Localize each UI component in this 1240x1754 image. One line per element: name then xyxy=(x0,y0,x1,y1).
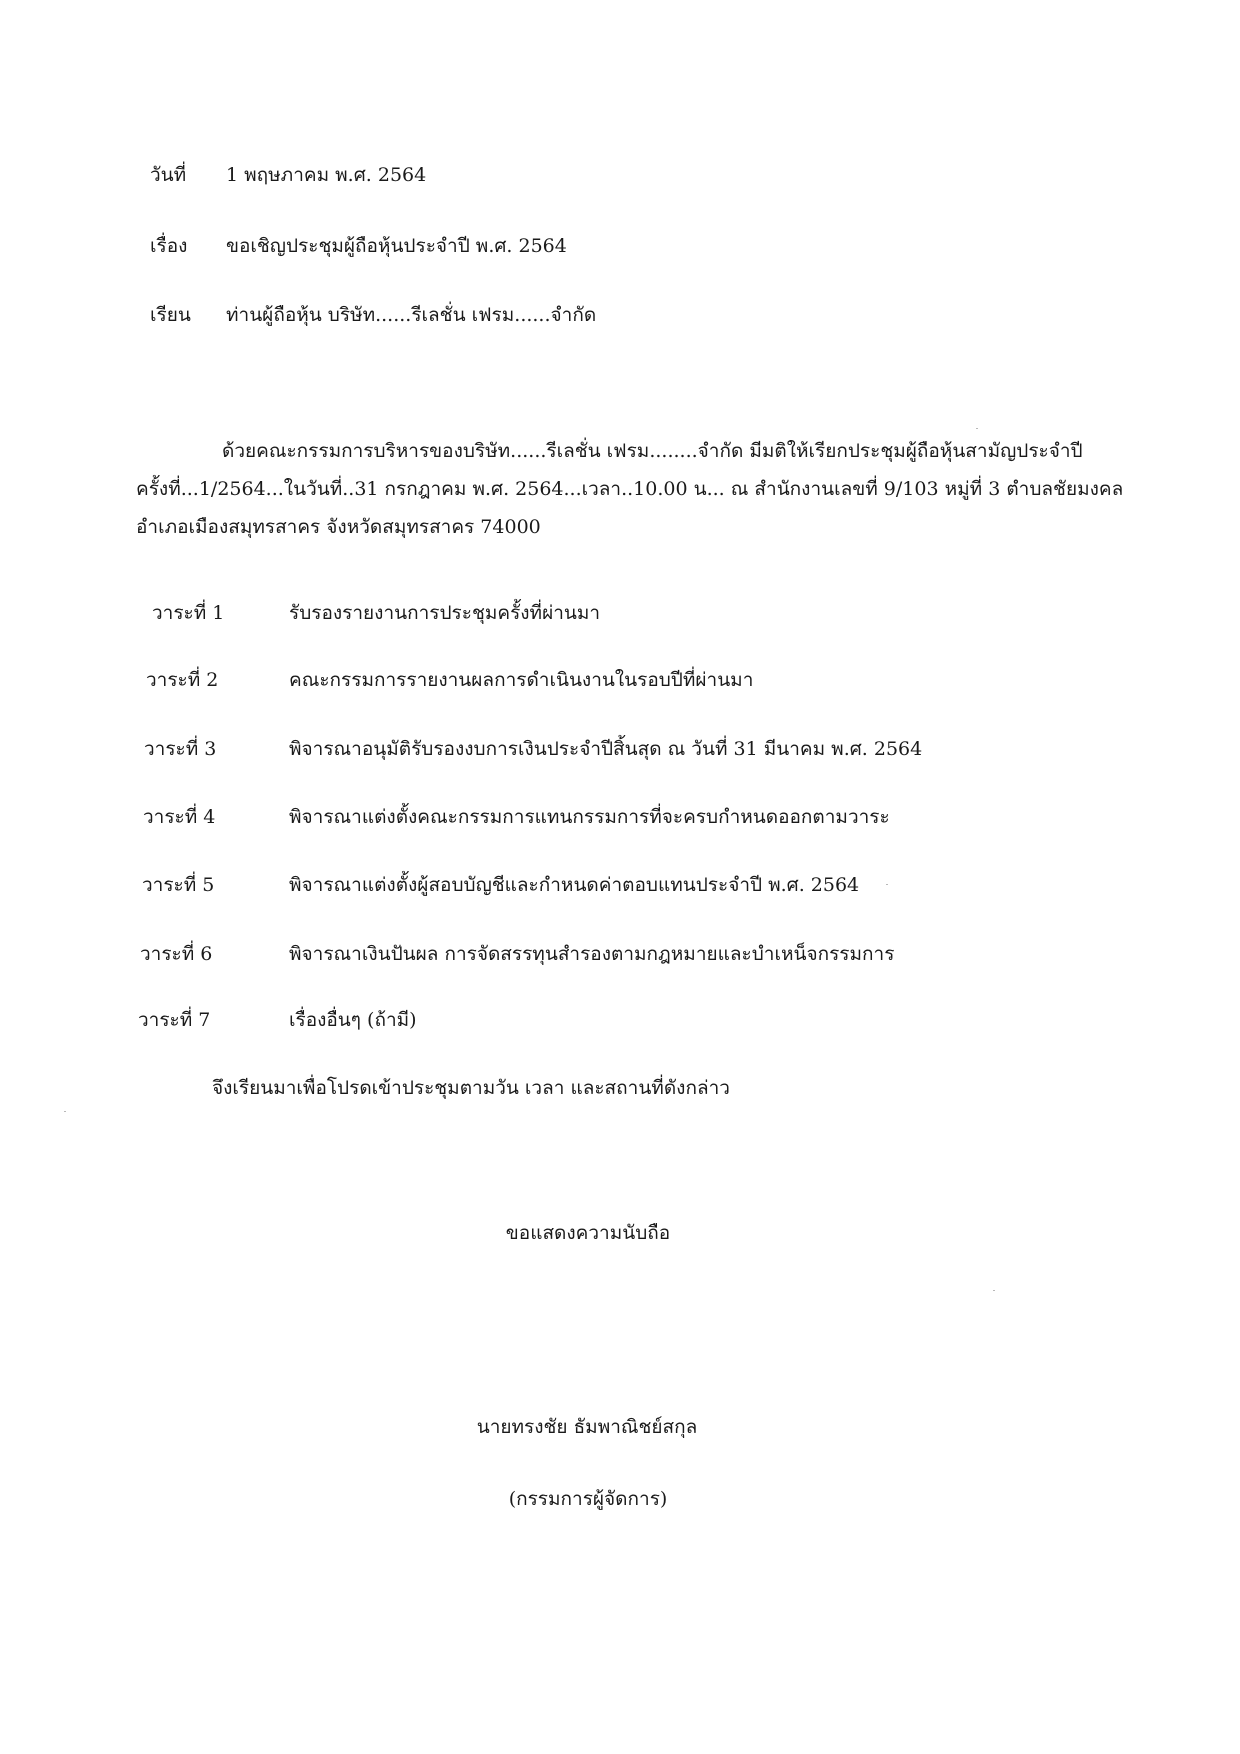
body-line: ด้วยคณะกรรมการบริหารของบริษัท......รีเลชั่น เฟรม........จำกัด มีมติให้เรียกประชุมผู้ถือหุ้นสามัญประจำปี xyxy=(222,440,1083,462)
agenda-item xyxy=(0,870,1240,898)
agenda-text: เรื่องอื่นๆ (ถ้ามี) xyxy=(289,1009,417,1031)
subject-value: ขอเชิญประชุมผู้ถือหุ้นประจำปี พ.ศ. 2564 xyxy=(226,235,567,257)
body-paragraph xyxy=(136,432,1124,546)
agenda-label: วาระที่ 6 xyxy=(140,943,213,965)
agenda-item xyxy=(0,1005,1240,1033)
body-line: อำเภอเมืองสมุทรสาคร จังหวัดสมุทรสาคร 74000 xyxy=(136,516,541,538)
regards-line: ขอแสดงความนับถือ xyxy=(505,1222,671,1244)
agenda-item xyxy=(0,802,1240,830)
agenda-label: วาระที่ 1 xyxy=(152,602,225,624)
agenda-text: พิจารณาเงินปันผล การจัดสรรทุนสำรองตามกฎหมายและบำเหน็จกรรมการ xyxy=(289,943,895,965)
body-line: ครั้งที่...1/2564...ในวันที่..31 กรกฎาคม พ.ศ. 2564...เวลา..10.00 น... ณ สำนักงานเลขที่ 9/103 หมู่ที่ 3 ตำบลชัยมงคล xyxy=(136,478,1124,500)
scan-speck xyxy=(993,1290,995,1291)
agenda-label: วาระที่ 2 xyxy=(146,669,219,691)
signer-name: นายทรงชัย ธัมพาณิชย์สกุล xyxy=(476,1416,698,1438)
scan-speck xyxy=(976,428,978,429)
agenda-label: วาระที่ 4 xyxy=(143,806,216,828)
agenda-item xyxy=(0,939,1240,967)
agenda-item xyxy=(0,665,1240,693)
agenda-text: คณะกรรมการรายงานผลการดำเนินงานในรอบปีที่ผ่านมา xyxy=(289,669,754,691)
agenda-text: พิจารณาอนุมัติรับรองงบการเงินประจำปีสิ้นสุด ณ วันที่ 31 มีนาคม พ.ศ. 2564 xyxy=(289,738,923,760)
subject-label: เรื่อง xyxy=(150,235,188,257)
agenda-label: วาระที่ 5 xyxy=(142,874,215,896)
agenda-item xyxy=(0,734,1240,762)
date-label: วันที่ xyxy=(150,164,187,186)
agenda-text: พิจารณาแต่งตั้งคณะกรรมการแทนกรรมการที่จะครบกำหนดออกตามวาระ xyxy=(289,806,890,828)
agenda-text: พิจารณาแต่งตั้งผู้สอบบัญชีและกำหนดค่าตอบแทนประจำปี พ.ศ. 2564 xyxy=(289,874,860,896)
agenda-label: วาระที่ 7 xyxy=(138,1009,211,1031)
recipient-label: เรียน xyxy=(150,304,191,326)
recipient-value: ท่านผู้ถือหุ้น บริษัท......รีเลชั่น เฟรม......จำกัด xyxy=(226,304,597,326)
closing-invitation: จึงเรียนมาเพื่อโปรดเข้าประชุมตามวัน เวลา และสถานที่ดังกล่าว xyxy=(212,1077,730,1099)
agenda-text: รับรองรายงานการประชุมครั้งที่ผ่านมา xyxy=(289,602,601,624)
scan-speck xyxy=(886,884,888,885)
date-value: 1 พฤษภาคม พ.ศ. 2564 xyxy=(226,164,427,186)
scan-speck xyxy=(64,1111,66,1112)
agenda-label: วาระที่ 3 xyxy=(144,738,217,760)
signer-title: (กรรมการผู้จัดการ) xyxy=(508,1488,668,1510)
agenda-item xyxy=(0,598,1240,626)
